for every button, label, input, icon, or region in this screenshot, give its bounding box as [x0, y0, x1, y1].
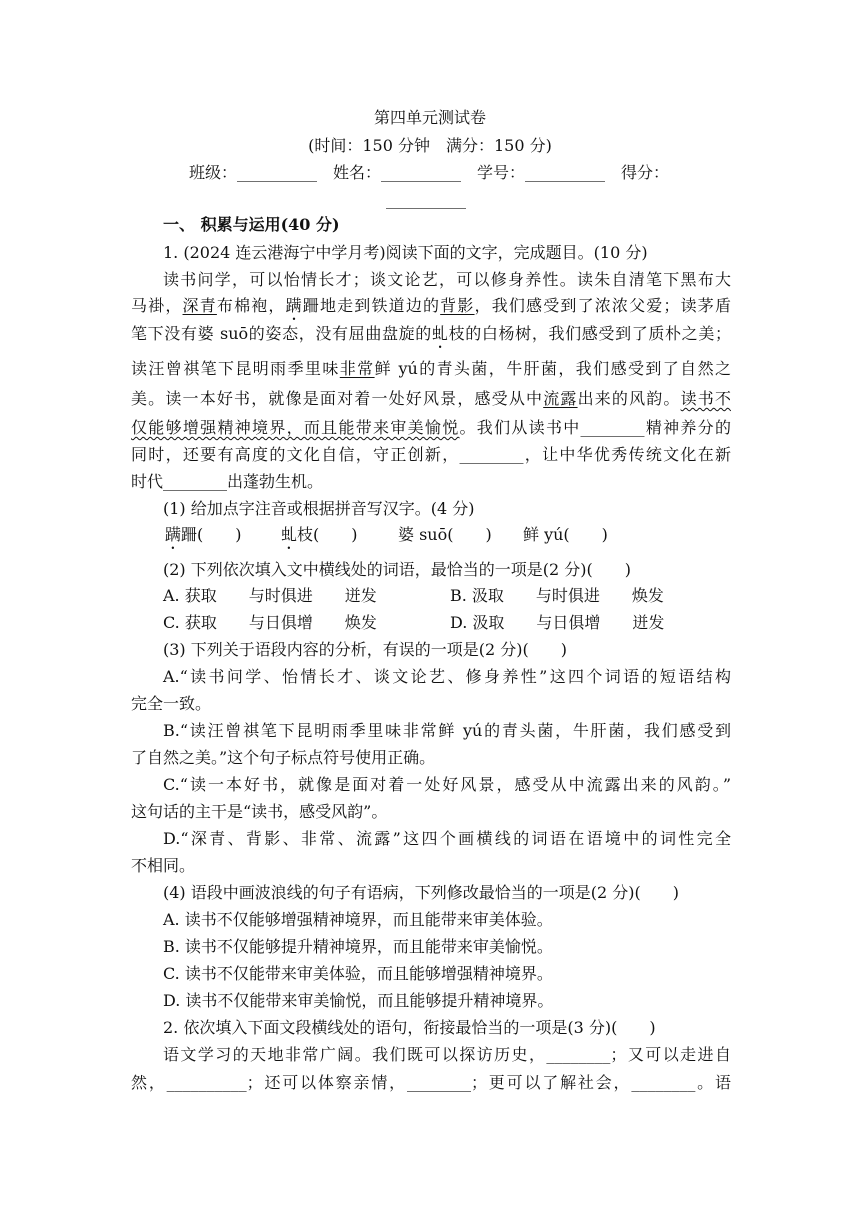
- passage-line-6: 仅能够增强精神境界，而且能带来审美愉悦。我们从读书中________精神养分的: [131, 418, 731, 437]
- dotted-char: 蹒: [285, 296, 303, 315]
- doc-title: 第四单元测试卷: [373, 108, 486, 127]
- passage-line-1: 读书问学，可以怡情长才；谈文论艺，可以修身养性。读朱自清笔下黑布大: [163, 270, 731, 289]
- q2-passage-line-2: 然，__________；还可以体察亲情，________；更可以了解社会，________。语: [131, 1073, 731, 1092]
- passage-line-2: 马褂，深青布棉袍，蹒跚地走到铁道边的背影，我们感受到了浓浓父爱；读茅盾: [131, 296, 731, 315]
- passage-line-8: 时代________出蓬勃生机。: [131, 472, 324, 491]
- wavy-sentence: 读书不: [680, 389, 731, 408]
- score-blank: __________: [386, 190, 466, 209]
- subquestion-3: (3) 下列关于语段内容的分析，有误的一项是(2 分)( ): [163, 640, 567, 659]
- passage-line-5: 美。读一本好书，就像是面对着一处好风景，感受从中流露出来的风韵。读书不: [131, 389, 731, 408]
- option-4c: C. 读书不仅能带来审美体验，而且能够增强精神境界。: [163, 964, 553, 983]
- underlined-word: 背影: [440, 296, 475, 315]
- option-3a-line-2: 完全一致。: [131, 694, 212, 713]
- option-3d-line-1: D.“深青、背影、非常、流露”这四个画横线的词语在语境中的词性完全: [163, 829, 731, 848]
- option-3b-line-2: 了自然之美。”这个句子标点符号使用正确。: [131, 748, 436, 767]
- option-3c-line-2: 这句话的主干是“读书，感受风韵”。: [131, 802, 388, 821]
- option-2c: C. 获取 与日俱增 焕发: [163, 613, 377, 632]
- option-4b: B. 读书不仅能够提升精神境界，而且能带来审美愉悦。: [163, 937, 553, 956]
- question-1-stem: 1. (2024 连云港海宁中学月考)阅读下面的文字，完成题目。(10 分): [163, 243, 648, 262]
- time-info: (时间：150 分钟 满分：150 分): [308, 136, 552, 155]
- dotted-char: 虬: [431, 324, 449, 343]
- option-2a: A. 获取 与时俱进 迸发: [163, 586, 377, 605]
- subquestion-2: (2) 下列依次填入文中横线处的词语，最恰当的一项是(2 分)( ): [163, 560, 631, 579]
- underlined-word: 深青: [182, 296, 217, 315]
- document-page: 第四单元测试卷 (时间：150 分钟 满分：150 分) 班级：__________ 姓名：__________ 学号：__________ 得分： __________ 一、 积累与运用(40 分) 1. (2024 连云港海宁中学月考)阅读下面的文字，完成题目。(10 分) 读书问学，可以怡情长才；谈文论艺，可以修身养性。读朱自清笔下黑布大 马褂，深青布棉袍，蹒跚地走到铁道边的背影，我们感受到了浓浓父爱；读茅盾 笔下没有婆 suō的姿态，没有屈曲盘旋的虬枝的白杨树，我们感受到了质朴之美； 读汪曾祺笔下昆明雨季里味非常鲜 yú的青头菌，牛肝菌，我们感受到了自然之 美。读一本好书，就像是面对着一处好风景，感受从中流露出来的风韵。读书不 仅能够增强精神境界，而且能带来审美愉悦。我们从读书中________精神养分的 同时，还要有高度的文化自信，守正创新，________，让中华优秀传统文化在新 时代________出蓬勃生机。 (1) 给加点字注音或根据拼音写汉字。(4 分) 蹒跚( ) 虬枝( ) 婆 suō( ) 鲜 yú( ) (2) 下列依次填入文中横线处的词语，最恰当的一项是(2 分)( ) A. 获取 与时俱进 迸发 B. 汲取 与时俱进 焕发 C. 获取 与日俱增 焕发 D. 汲取 与日俱增 迸发 (3) 下列关于语段内容的分析，有误的一项是(2 分)( ) A.“读书问学、怡情长才、谈文论艺、修身养性”这四个词语的短语结构 完全一致。 B.“读汪曾祺笔下昆明雨季里味非常鲜 yú的青头菌，牛肝菌，我们感受到 了自然之美。”这个句子标点符号使用正确。 C.“读一本好书，就像是面对着一处好风景，感受从中流露出来的风韵。” 这句话的主干是“读书，感受风韵”。 D.“深青、背影、非常、流露”这四个画横线的词语在语境中的词性完全 不相同。 (4) 语段中画波浪线的句子有语病，下列修改最恰当的一项是(2 分)( ) A. 读书不仅能够增强精神境界，而且能带来审美体验。 B. 读书不仅能够提升精神境界，而且能带来审美愉悦。 C. 读书不仅能带来审美体验，而且能够增强精神境界。 D. 读书不仅能带来审美愉悦，而且能够提升精神境界。 2. 依次填入下面文段横线处的语句，衔接最恰当的一项是(3 分)( ) 语文学习的天地非常广阔。我们既可以探访历史，________；又可以走进自 然，__________；还可以体察亲情，________；更可以了解社会，________。语: [0, 0, 860, 1216]
- option-3b-line-1: B.“读汪曾祺笔下昆明雨季里味非常鲜 yú的青头菌，牛肝菌，我们感受到: [163, 721, 731, 740]
- section-heading: 一、 积累与运用(40 分): [163, 215, 340, 234]
- student-info-fields: 班级：__________ 姓名：__________ 学号：__________ 得分：: [189, 163, 670, 182]
- passage-line-4: 读汪曾祺笔下昆明雨季里味非常鲜 yú的青头菌，牛肝菌，我们感受到了自然之: [131, 359, 731, 378]
- wavy-sentence: 仅能够增强精神境界，而且能带来审美愉悦: [131, 418, 460, 437]
- q2-passage-line-1: 语文学习的天地非常广阔。我们既可以探访历史，________；又可以走进自: [163, 1045, 731, 1064]
- option-2d: D. 汲取 与日俱增 迸发: [450, 613, 665, 632]
- subquestion-1: (1) 给加点字注音或根据拼音写汉字。(4 分): [163, 499, 475, 518]
- option-4d: D. 读书不仅能带来审美愉悦，而且能够提升精神境界。: [163, 991, 554, 1010]
- underlined-word: 流露: [543, 389, 578, 408]
- question-2-stem: 2. 依次填入下面文段横线处的语句，衔接最恰当的一项是(3 分)( ): [163, 1018, 656, 1037]
- option-3a-line-1: A.“读书问学、怡情长才、谈文论艺、修身养性”这四个词语的短语结构: [163, 667, 731, 686]
- option-2b: B. 汲取 与时俱进 焕发: [450, 586, 664, 605]
- subquestion-4: (4) 语段中画波浪线的句子有语病，下列修改最恰当的一项是(2 分)( ): [163, 883, 679, 902]
- option-4a: A. 读书不仅能够增强精神境界，而且能带来审美体验。: [163, 910, 553, 929]
- passage-line-3: 笔下没有婆 suō的姿态，没有屈曲盘旋的虬枝的白杨树，我们感受到了质朴之美；: [131, 324, 731, 343]
- option-3c-line-1: C.“读一本好书，就像是面对着一处好风景，感受从中流露出来的风韵。”: [163, 775, 731, 794]
- underlined-word: 非常: [339, 359, 375, 378]
- passage-line-7: 同时，还要有高度的文化自信，守正创新，________，让中华优秀传统文化在新: [131, 445, 731, 464]
- option-3d-line-2: 不相同。: [131, 856, 196, 875]
